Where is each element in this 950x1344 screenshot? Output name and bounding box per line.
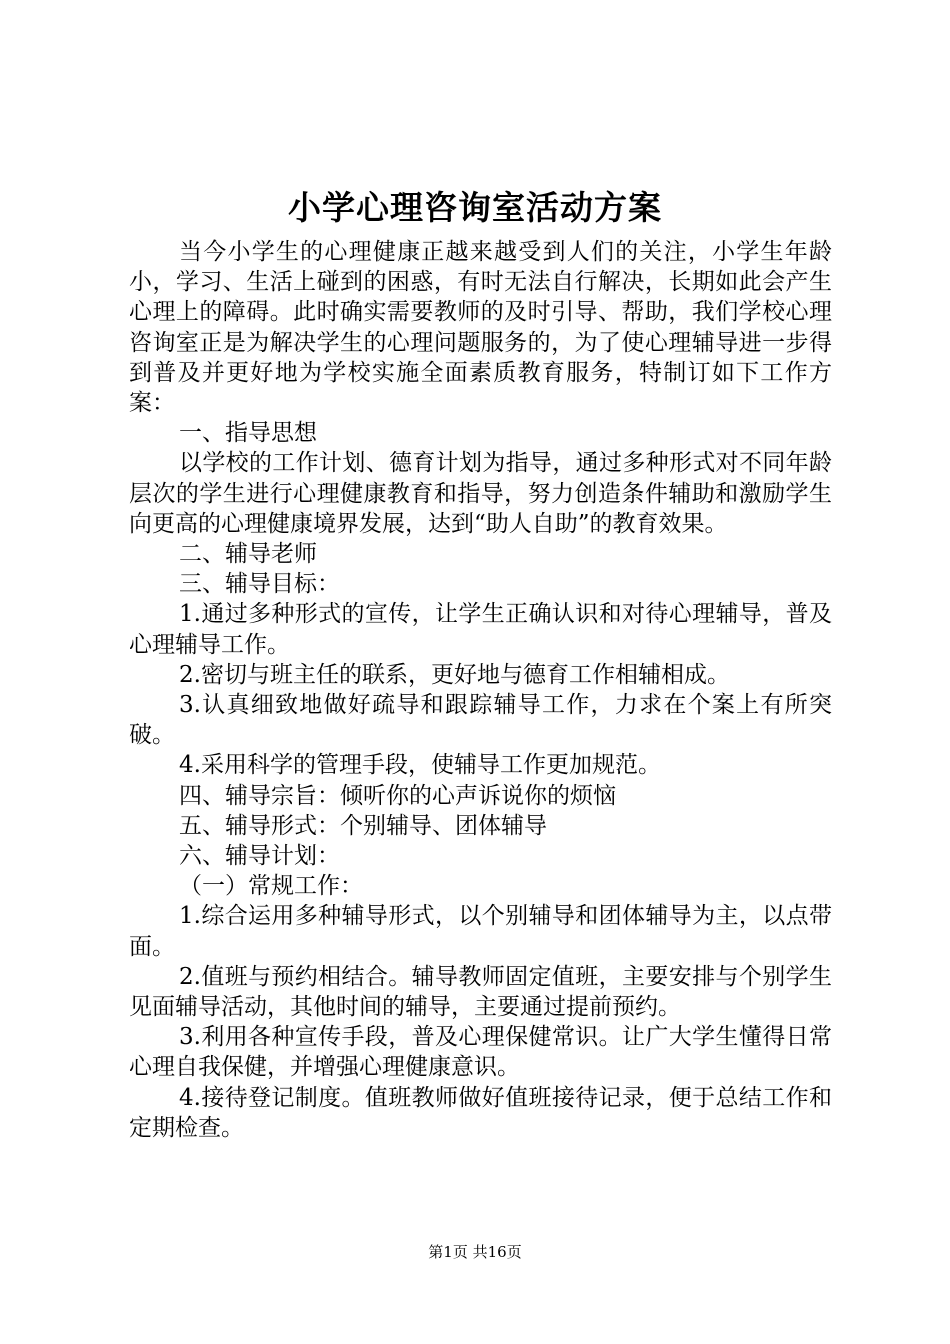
subsection-heading: （一）常规工作： xyxy=(179,873,363,900)
paragraph: 当今小学生的心理健康正越来越受到人们的关注，小学生年龄小，学习、生活上碰到的困惑，有时无法自行解决，长期如此会产生心理上的障碍。此时确实需要教师的及时引导、帮助，我们学校心理咨询室正是为解决学生的心理问题服务的，为了使心理辅导进一步得到普及并更好地为学校实施全面素质教育服务，特制订如下工作方案： xyxy=(129,239,832,417)
document-title: 小学心理咨询室活动方案 xyxy=(288,188,662,227)
document-body xyxy=(129,237,832,1143)
section-heading: 六、辅导计划： xyxy=(179,843,340,870)
list-item: 3.利用各种宣传手段，普及心理保健常识。让广大学生懂得日常心理自我保健，并增强心理健康意识。 xyxy=(129,1024,832,1081)
page-number-footer: 第1页 共16页 xyxy=(428,1243,522,1261)
list-item: 1.通过多种形式的宣传，让学生正确认识和对待心理辅导，普及心理辅导工作。 xyxy=(129,601,832,658)
section-heading: 一、指导思想 xyxy=(179,420,317,447)
list-item: 4.采用科学的管理手段，使辅导工作更加规范。 xyxy=(179,752,661,779)
list-item: 4.接待登记制度。值班教师做好值班接待记录，便于总结工作和定期检查。 xyxy=(129,1084,832,1141)
list-item: 3.认真细致地做好疏导和跟踪辅导工作，力求在个案上有所突破。 xyxy=(129,692,832,749)
list-item: 2.值班与预约相结合。辅导教师固定值班，主要安排与个别学生见面辅导活动，其他时间的辅导，主要通过提前预约。 xyxy=(129,963,832,1021)
section-heading: 三、辅导目标： xyxy=(179,571,340,598)
section-heading: 五、辅导形式：个别辅导、团体辅导 xyxy=(179,812,547,839)
list-item: 2.密切与班主任的联系，更好地与德育工作相辅相成。 xyxy=(179,661,730,688)
paragraph: 以学校的工作计划、德育计划为指导，通过多种形式对不同年龄层次的学生进行心理健康教育和指导，努力创造条件辅助和激励学生向更高的心理健康境界发展，达到“助人自助”的教育效果。 xyxy=(129,450,832,537)
section-heading: 二、辅导老师 xyxy=(179,541,317,568)
section-heading: 四、辅导宗旨：倾听你的心声诉说你的烦恼 xyxy=(179,782,616,809)
list-item: 1.综合运用多种辅导形式，以个别辅导和团体辅导为主，以点带面。 xyxy=(129,903,832,960)
